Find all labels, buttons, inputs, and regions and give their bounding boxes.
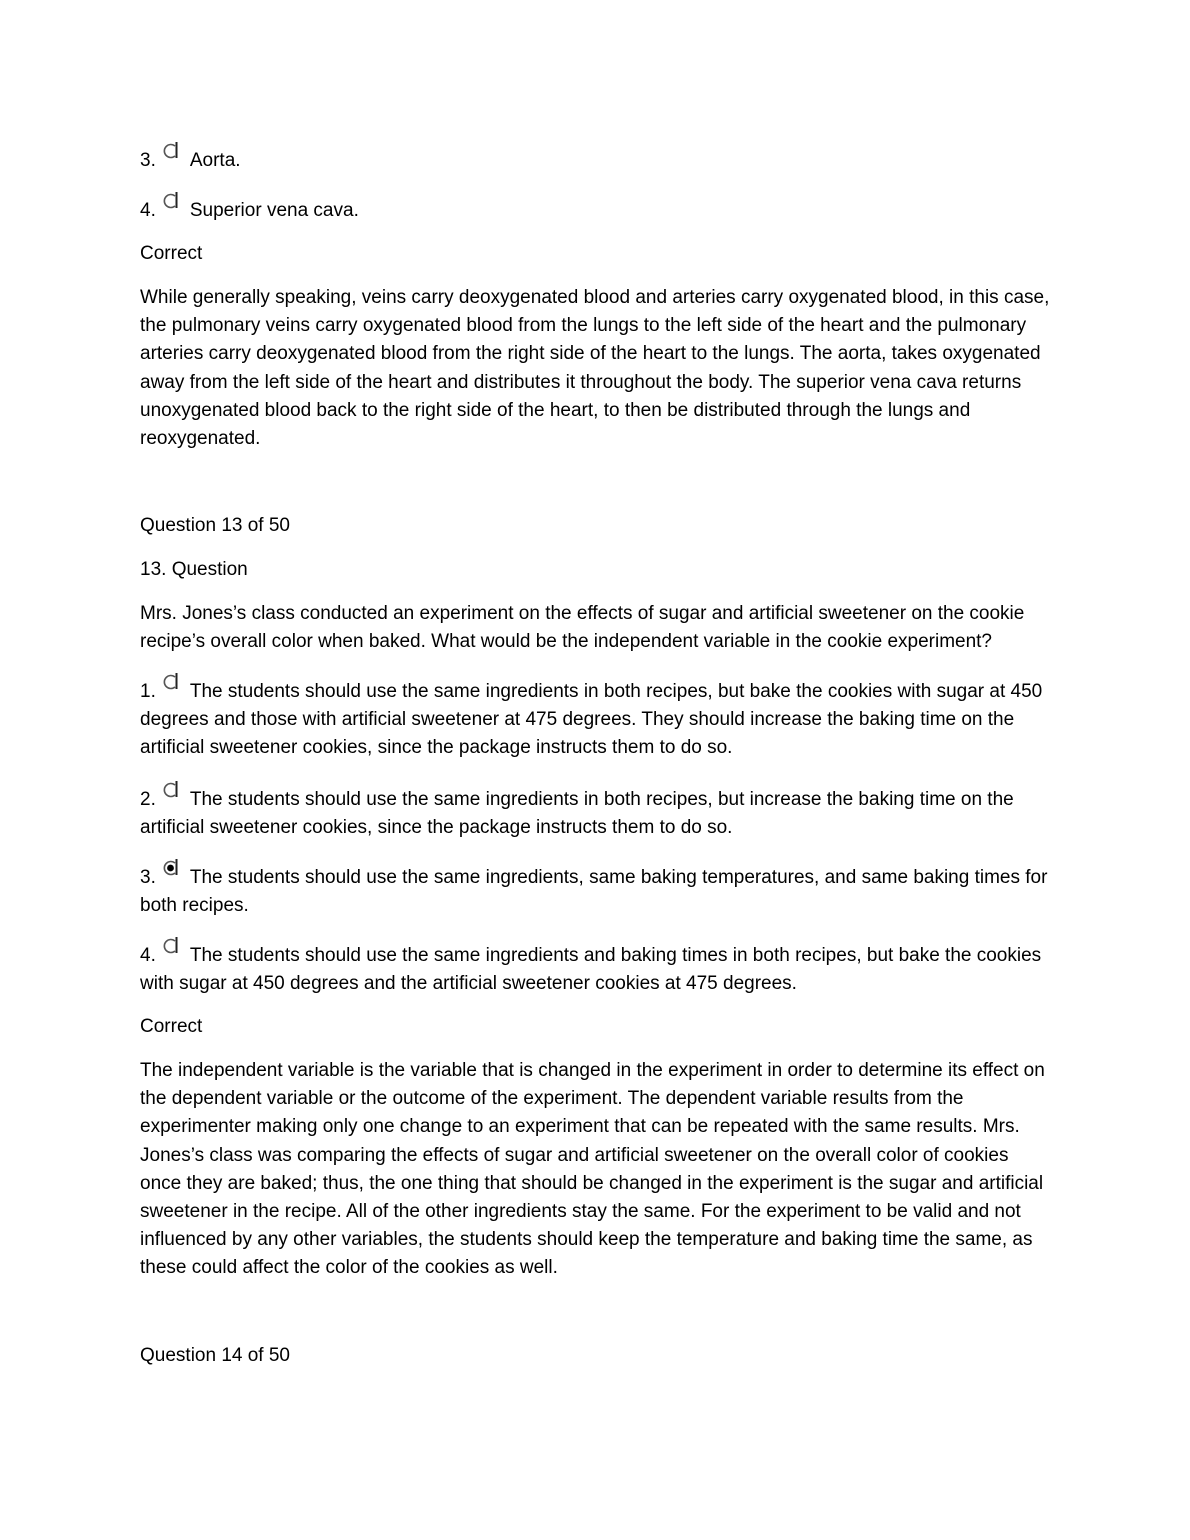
option-text: The students should use the same ingredients in both recipes, but bake the cookies with sugar at 450 degrees and those with artificial sweetener at 475 degrees. They should increase the baking time on the artificial sweetener cookies, since the package instructs them to do so. bbox=[140, 681, 1043, 758]
question-13-counter: Question 13 of 50 bbox=[140, 515, 290, 536]
radio-selected-icon[interactable] bbox=[162, 863, 180, 881]
option-number: 4. bbox=[140, 945, 156, 966]
radio-unselected-icon[interactable] bbox=[162, 941, 180, 959]
option-text: The students should use the same ingredients in both recipes, but increase the baking time on the artificial sweetener cookies, since the package instructs them to do so. bbox=[140, 789, 1014, 838]
q13-option-4[interactable] bbox=[140, 941, 1052, 998]
prev-option-3[interactable] bbox=[140, 146, 1052, 175]
option-text: Superior vena cava. bbox=[189, 200, 359, 221]
radio-unselected-icon[interactable] bbox=[162, 196, 180, 214]
option-number: 4. bbox=[140, 200, 156, 221]
radio-unselected-icon[interactable] bbox=[162, 785, 180, 803]
question-13-result: Correct bbox=[140, 1016, 203, 1037]
prev-option-4[interactable] bbox=[140, 196, 1052, 225]
question-14-counter: Question 14 of 50 bbox=[140, 1345, 290, 1366]
q13-option-3[interactable] bbox=[140, 863, 1052, 920]
question-13-heading: 13. Question bbox=[140, 559, 248, 580]
option-number: 3. bbox=[140, 150, 156, 171]
option-text: Aorta. bbox=[189, 150, 241, 171]
q13-option-1[interactable] bbox=[140, 677, 1052, 762]
prev-result: Correct bbox=[140, 243, 203, 264]
q13-option-2[interactable] bbox=[140, 785, 1052, 842]
option-number: 2. bbox=[140, 789, 156, 810]
prev-explanation: While generally speaking, veins carry deoxygenated blood and arteries carry oxygenated blood, in this case, the pulmonary veins carry oxygenated blood from the lungs to the left side of the heart and the pulmonary arteries carry deoxygenated blood from the right side of the heart to the lungs. The aorta, takes oxygenated away from the left side of the heart and distributes it throughout the body. The superior vena cava returns unoxygenated blood back to the right side of the heart, to then be distributed through the lungs and reoxygenated. bbox=[140, 287, 1050, 450]
radio-unselected-icon[interactable] bbox=[162, 677, 180, 695]
option-number: 3. bbox=[140, 867, 156, 888]
question-13-prompt: Mrs. Jones’s class conducted an experiment on the effects of sugar and artificial sweetener on the cookie recipe’s overall color when baked. What would be the independent variable in the cookie experiment? bbox=[140, 603, 1025, 653]
radio-unselected-icon[interactable] bbox=[162, 146, 180, 164]
option-text: The students should use the same ingredients, same baking temperatures, and same baking times for both recipes. bbox=[140, 867, 1048, 916]
option-number: 1. bbox=[140, 681, 156, 702]
option-text: The students should use the same ingredients and baking times in both recipes, but bake the cookies with sugar at 450 degrees and the artificial sweetener cookies at 475 degrees. bbox=[140, 945, 1042, 994]
question-13-explanation: The independent variable is the variable that is changed in the experiment in order to determine its effect on the dependent variable or the outcome of the experiment. The dependent variable results from the experimenter making only one change to an experiment that can be repeated with the same results. Mrs. Jones’s class was comparing the effects of sugar and artificial sweetener on the overall color of cookies once they are baked; thus, the one thing that should be changed in the experiment is the sugar and artificial sweetener in the recipe. All of the other ingredients stay the same. For the experiment to be valid and not influenced by any other variables, the students should keep the temperature and baking time the same, as these could affect the color of the cookies as well. bbox=[140, 1060, 1045, 1279]
